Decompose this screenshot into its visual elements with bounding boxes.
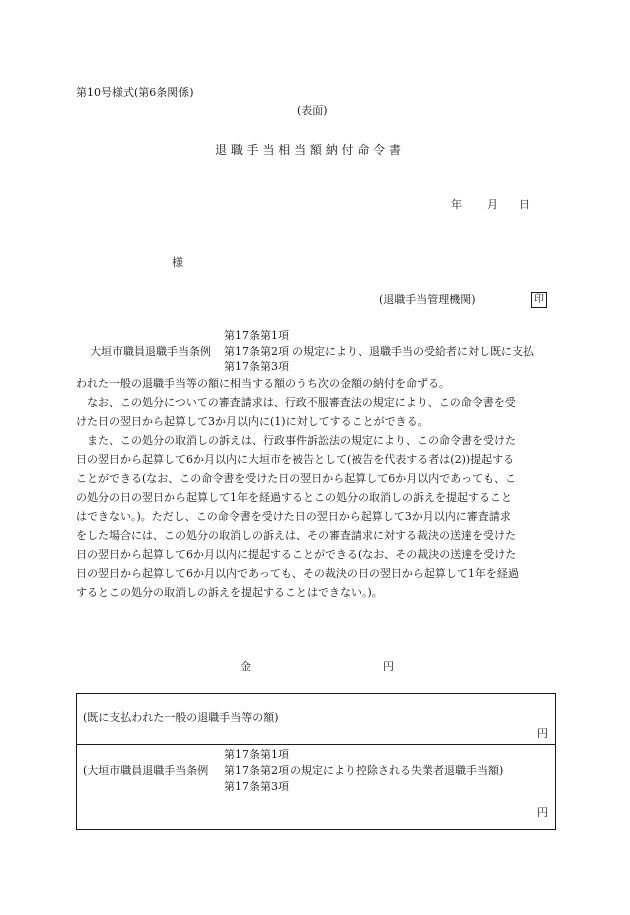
date-day: 日 [519, 198, 530, 211]
body-line: をした場合には、この処分の取消しの訴えは、その審査請求に対する裁決の送達を受けた [76, 529, 516, 542]
body-line: 日の翌日から起算して6か月以内であっても、その裁決の日の翌日から起算して1年を経過 [76, 567, 519, 580]
date-month: 月 [487, 198, 498, 211]
body-line: はできない。)。ただし、この命令書を受けた日の翌日から起算して3か月以内に審査請求 [76, 510, 511, 523]
table-row-2-prefix: (大垣市職員退職手当条例 [83, 764, 209, 777]
body-line: するとこの処分の取消しの訴えを提起することはできない。)。 [76, 586, 383, 599]
document-title: 退 職 手 当 相 当 額 納 付 命 令 書 [215, 143, 401, 157]
article-2: 第17条第2項 [224, 345, 289, 358]
body-line: の処分の日の翌日から起算して1年を経過するとこの処分の取消しの訴えを提起すること [76, 491, 512, 504]
body-line-1-end: の規定により、退職手当の受給者に対し既に支払 [292, 345, 534, 358]
paid-allowance-label: (既に支払われた一般の退職手当等の額) [83, 711, 279, 724]
paid-allowance-unit: 円 [537, 727, 548, 740]
addressee-suffix: 様 [172, 256, 183, 269]
form-number: 第10号様式(第6条関係) [76, 86, 194, 99]
ordinance-name: 大垣市職員退職手当条例 [90, 345, 211, 358]
side-label: (表面) [297, 104, 328, 117]
article-1: 第17条第1項 [224, 329, 289, 342]
body-line: われた一般の退職手当等の額に相当する額のうち次の金額の納付を命ずる。 [76, 377, 450, 390]
body-line: 日の翌日から起算して6か月以内に提起することができる(なお、その裁決の送達を受けた [76, 548, 517, 561]
deduction-table-row-1 [76, 693, 556, 745]
amount-unit: 円 [383, 660, 394, 673]
deduction-table-row-2 [76, 744, 556, 830]
amount-label: 金 [240, 660, 251, 673]
body-text [76, 374, 562, 602]
body-line: なお、この処分についての審査請求は、行政不服審査法の規定により、この命令書を受 [76, 396, 516, 409]
issuer-label: (退職手当管理機関) [379, 293, 476, 306]
table-row-2-suffix: の規定により控除される失業者退職手当額) [290, 764, 504, 777]
date-year: 年 [451, 198, 462, 211]
body-line: 日の翌日から起算して6か月以内に大垣市を被告として(被告を代表する者は(2))提起する [76, 453, 515, 466]
article-3: 第17条第3項 [224, 360, 289, 373]
seal-mark: 印 [531, 292, 547, 308]
table-article-3: 第17条第3項 [224, 780, 289, 793]
unemployment-allowance-unit: 円 [537, 806, 548, 819]
table-article-2: 第17条第2項 [224, 764, 289, 777]
body-line: ことができる(なお、この命令書を受けた日の翌日から起算して6か月以内であっても、こ [76, 472, 517, 485]
body-line: また、この処分の取消しの訴えは、行政事件訴訟法の規定により、この命令書を受けた [76, 434, 516, 447]
table-article-1: 第17条第1項 [224, 748, 289, 761]
body-line: けた日の翌日から起算して3か月以内に(1)に対してすることができる。 [76, 415, 429, 428]
